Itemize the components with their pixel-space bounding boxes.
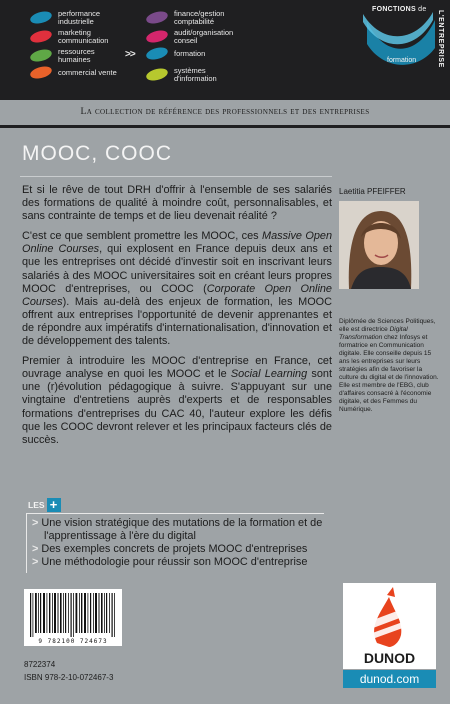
- legend-label: formation: [174, 48, 206, 58]
- author-name: Laetitia PFEIFFER: [339, 187, 406, 196]
- barcode-graphic: [24, 589, 122, 639]
- marketing-blob-icon: [29, 28, 53, 45]
- legend-item: [146, 48, 236, 59]
- legend-item: [30, 67, 120, 78]
- les-plus-list: [32, 517, 326, 569]
- legend-item: [30, 10, 120, 25]
- barcode-number: 9 782100 724673: [24, 638, 122, 646]
- author-bio: Diplômée de Sciences Politiques, elle est directrice Digital Transformation chez Infosys et formatrice en Communication digitale. Elle conseille depuis 15 ans les entreprises sur leurs stratégies afin de favoriser la culture du digital et de l'innovation. Elle est membre de l'EBG, club d'affaires consacré à l'économie digitale, et des Femmes du Numérique.: [339, 318, 439, 413]
- bullet-icon: >: [32, 543, 39, 555]
- legend-label: audit/organisation conseil: [174, 28, 234, 45]
- isbn: ISBN 978-2-10-072467-3: [24, 673, 114, 682]
- brand-fonctions-label: FONCTIONS de: [372, 6, 427, 13]
- legend-label: commercial vente: [58, 67, 117, 77]
- audit-blob-icon: [145, 28, 169, 45]
- product-code: 8722374: [24, 660, 56, 669]
- paragraph: Premier à introduire les MOOC d'entreprise en France, cet ouvrage analyse en quoi les MOOC et le Social Learning sont une (r)évolution pédagogique à suivre. S'appuyant sur une vingtaine d'entretiens auprès d'experts et de responsables formations d'entreprises du CAC 40, l'auteur explore les défis que les COOC devront relever et les principaux facteurs clés de succès.: [22, 355, 332, 446]
- legend-label: ressources humaines: [58, 47, 95, 64]
- legend-item: [146, 29, 236, 44]
- bullet-icon: >: [32, 517, 39, 529]
- finance-blob-icon: [145, 9, 169, 26]
- brand-formation-label: formation: [387, 57, 417, 64]
- paragraph: C'est ce que semblent promettre les MOOC, ces Massive Open Online Courses, qui explosent en France depuis deux ans et que les entreprises ont décidé d'investir soit en inscrivant leurs salariés à des MOOC universitaires soit en créant leurs propres MOOC d'entreprises, ou COOC (Corporate Open Online Courses). Mais au-delà des enjeux de formation, les MOOC offrent aux entreprises l'opportunité de devenir apprenantes et de répondre aux impératifs d'internationalisation, d'innovation et de développement des talents.: [22, 230, 333, 348]
- plus-icon: +: [47, 498, 61, 512]
- list-item: > Une vision stratégique des mutations de la formation et de l'apprentissage à l'ère du digital: [32, 517, 323, 542]
- portrait-illustration: [339, 201, 419, 289]
- paragraph: Et si le rêve de tout DRH d'offrir à l'ensemble de ses salariés des formations de qualité à moindre coût, personnalisables, et sans contrainte de temps et de lieu devenait réalité ?: [22, 184, 332, 223]
- arrows-indicator: >>: [125, 49, 135, 60]
- divider: [0, 125, 450, 128]
- legend-label: performance industrielle: [58, 9, 101, 26]
- publisher-url: dunod.com: [343, 670, 436, 688]
- title-divider: [20, 176, 332, 177]
- les-label: LES: [28, 500, 45, 510]
- legend-item: [30, 48, 120, 63]
- collection-tagline: La collection de référence des professionnels et des entreprises: [80, 106, 370, 117]
- bullet-icon: >: [32, 556, 39, 568]
- dunod-flame-icon: [343, 583, 436, 649]
- legend-label: marketing communication: [58, 28, 109, 45]
- legend-item: [30, 29, 120, 44]
- list-item: > Des exemples concrets de projets MOOC d'entreprises: [32, 543, 308, 555]
- les-plus-heading: [28, 498, 61, 512]
- legend-label: systèmes d'information: [174, 66, 217, 83]
- publisher-name: DUNOD: [363, 650, 416, 666]
- list-item: > Une méthodologie pour réussir son MOOC d'entreprise: [32, 556, 308, 568]
- systemes-blob-icon: [145, 66, 169, 83]
- legend-label: finance/gestion comptabilité: [174, 9, 225, 26]
- rh-blob-icon: [29, 47, 53, 64]
- legend-item: [146, 67, 236, 82]
- legend-item: [146, 10, 236, 25]
- book-title: MOOC, COOC: [22, 142, 172, 165]
- performance-blob-icon: [29, 9, 53, 26]
- author-portrait: [339, 201, 419, 289]
- brand-entreprise-label: L'ENTREPRISE: [437, 10, 444, 68]
- back-cover-text: [22, 184, 332, 454]
